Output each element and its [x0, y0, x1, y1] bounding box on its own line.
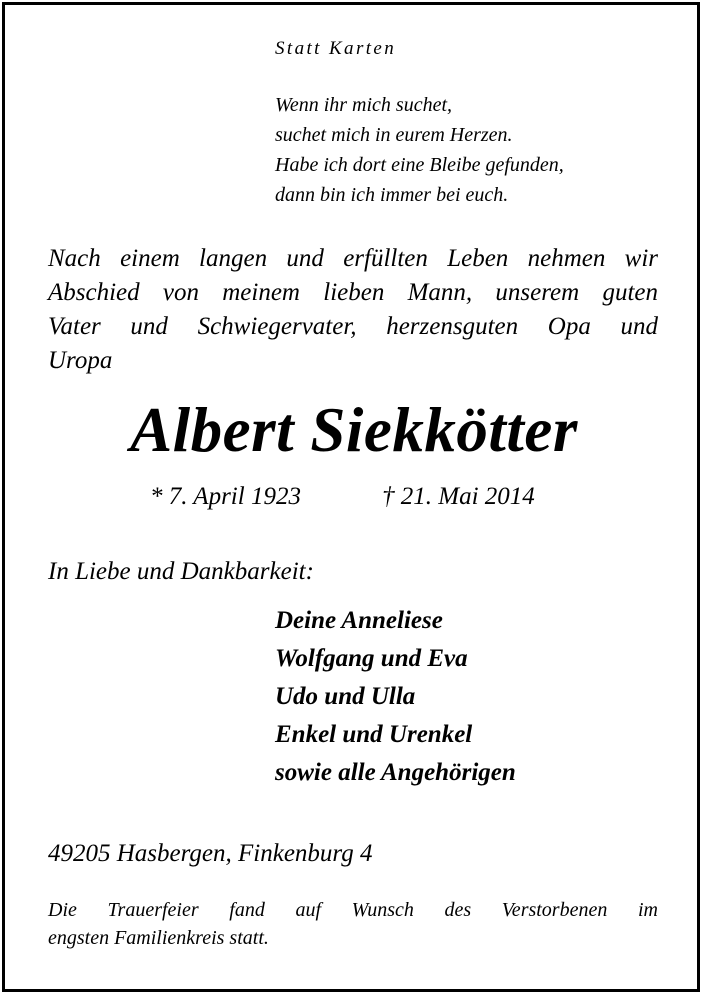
birth-date: * 7. April 1923	[150, 483, 301, 510]
poem	[275, 90, 564, 210]
intro-line: Nach einem langen und erfüllten Leben nehmen wir	[48, 245, 658, 272]
signer: sowie alle Angehörigen	[275, 759, 516, 786]
headline-statt-karten: Statt Karten	[275, 38, 397, 59]
poem-line: suchet mich in eurem Herzen.	[275, 124, 513, 146]
signer: Deine Anneliese	[275, 607, 443, 634]
intro-line: Uropa	[48, 347, 113, 374]
intro-line: Vater und Schwiegervater, herzensguten Opa und	[48, 313, 658, 340]
deceased-name: Albert Siekkötter	[130, 395, 578, 465]
signer: Wolfgang und Eva	[275, 645, 468, 672]
intro-line: Abschied von meinem lieben Mann, unserem guten	[48, 279, 658, 306]
signer: Enkel und Urenkel	[275, 721, 473, 748]
notice-line: Die Trauerfeier fand auf Wunsch des Verstorbenen im	[48, 899, 658, 921]
signers-list	[275, 602, 516, 792]
intro-text	[48, 242, 658, 378]
poem-line: Habe ich dort eine Bleibe gefunden,	[275, 154, 564, 176]
death-date: † 21. Mai 2014	[382, 483, 535, 510]
poem-line: Wenn ihr mich suchet,	[275, 94, 453, 116]
poem-line: dann bin ich immer bei euch.	[275, 184, 509, 206]
notice-line: engsten Familienkreis statt.	[48, 927, 269, 949]
family-address: 49205 Hasbergen, Finkenburg 4	[48, 840, 373, 867]
closing-phrase: In Liebe und Dankbarkeit:	[48, 558, 314, 585]
signer: Udo und Ulla	[275, 683, 416, 710]
funeral-notice	[48, 896, 658, 952]
